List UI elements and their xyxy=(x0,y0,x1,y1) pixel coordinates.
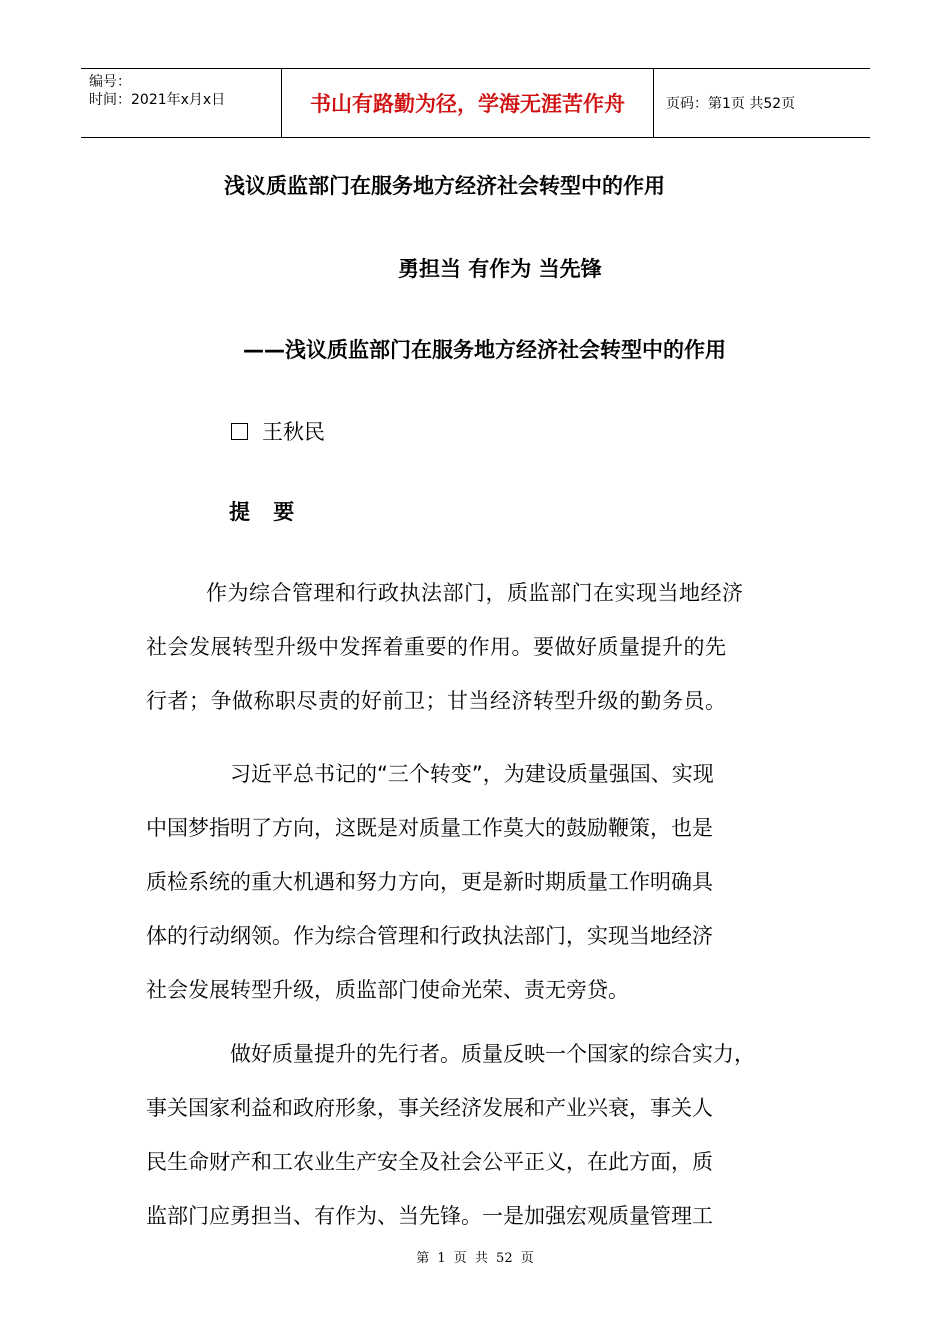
header-motto-cell xyxy=(282,69,654,137)
header-page-cell xyxy=(654,69,870,137)
page-footer: 第 1 页 共 52 页 xyxy=(416,1251,534,1266)
abstract-heading: 提 要 xyxy=(229,500,303,524)
author-name: 王秋民 xyxy=(262,420,325,444)
paragraph-line: 事关国家利益和政府形象，事关经济发展和产业兴衰，事关人 xyxy=(146,1096,713,1120)
paragraph-line: 民生命财产和工农业生产安全及社会公平正义，在此方面，质 xyxy=(146,1150,713,1174)
top-title: 浅议质监部门在服务地方经济社会转型中的作用 xyxy=(224,174,665,198)
checkbox-icon xyxy=(231,423,248,440)
time-label: 时间：2021年x月x日 xyxy=(89,92,226,108)
abstract-line: 作为综合管理和行政执法部门，质监部门在实现当地经济 xyxy=(206,581,744,605)
body-paragraph-1 xyxy=(146,759,836,1029)
body-paragraph-2 xyxy=(146,1039,836,1255)
abstract-line: 社会发展转型升级中发挥着重要的作用。要做好质量提升的先 xyxy=(146,635,727,659)
main-title: 勇担当 有作为 当先锋 xyxy=(398,257,602,281)
number-label: 编号： xyxy=(89,74,131,90)
paragraph-line: 体的行动纲领。作为综合管理和行政执法部门，实现当地经济 xyxy=(146,924,713,948)
paragraph-line: 中国梦指明了方向，这既是对质量工作莫大的鼓励鞭策，也是 xyxy=(146,816,713,840)
paragraph-line: 监部门应勇担当、有作为、当先锋。一是加强宏观质量管理工 xyxy=(146,1204,713,1228)
motto-text: 书山有路勤为径，学海无涯苦作舟 xyxy=(310,92,625,116)
subtitle: ——浅议质监部门在服务地方经济社会转型中的作用 xyxy=(243,338,726,362)
paragraph-line: 做好质量提升的先行者。质量反映一个国家的综合实力， xyxy=(230,1042,755,1066)
abstract-line: 行者；争做称职尽责的好前卫；甘当经济转型升级的勤务员。 xyxy=(146,689,727,713)
paragraph-line: 习近平总书记的“三个转变”，为建设质量强国、实现 xyxy=(230,762,714,786)
header-meta-cell xyxy=(81,69,282,137)
author-line xyxy=(231,416,325,446)
header-page-info: 页码：第1页 共52页 xyxy=(666,96,796,112)
document-header xyxy=(81,68,870,138)
abstract-paragraph xyxy=(146,578,836,740)
paragraph-line: 质检系统的重大机遇和努力方向，更是新时期质量工作明确具 xyxy=(146,870,713,894)
paragraph-line: 社会发展转型升级，质监部门使命光荣、责无旁贷。 xyxy=(146,978,629,1002)
